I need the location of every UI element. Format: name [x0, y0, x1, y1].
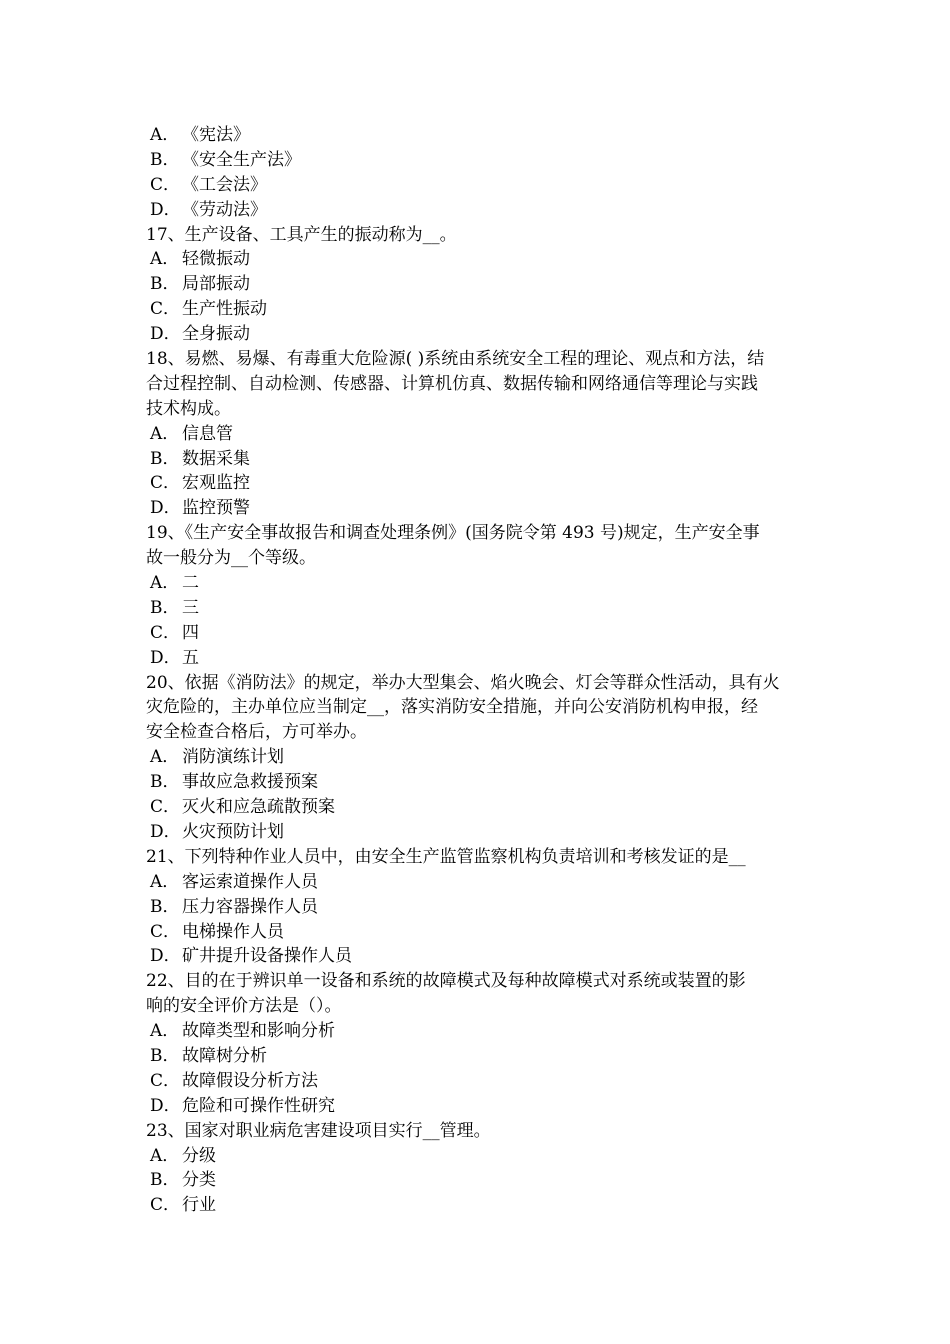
question-text: 21、下列特种作业人员中，由安全生产监管监察机构负责培训和考核发证的是__	[146, 846, 746, 867]
option-text: 故障假设分析方法	[182, 1070, 318, 1091]
answer-option	[146, 795, 810, 820]
answer-option	[146, 447, 810, 472]
option-text: 压力容器操作人员	[182, 896, 318, 917]
question-text-line	[146, 969, 810, 994]
option-letter: D．	[150, 324, 181, 345]
question-text-line	[146, 994, 810, 1019]
question-text: 故一般分为__个等级。	[146, 548, 316, 569]
answer-option	[146, 123, 810, 148]
answer-option	[146, 1193, 810, 1218]
option-text: 监控预警	[182, 498, 250, 519]
question-text: 22、目的在于辨识单一设备和系统的故障模式及每种故障模式对系统或装置的影	[146, 971, 746, 992]
option-letter: B．	[150, 772, 180, 793]
question-text-line	[146, 720, 810, 745]
option-letter: C．	[150, 622, 181, 643]
option-text: 客运索道操作人员	[182, 871, 318, 892]
option-text: 消防演练计划	[182, 747, 284, 768]
question-text: 合过程控制、自动检测、传感器、计算机仿真、数据传输和网络通信等理论与实践	[146, 373, 758, 394]
option-letter: A．	[150, 1145, 180, 1166]
option-text: 五	[182, 647, 199, 668]
option-letter: D．	[150, 946, 181, 967]
option-letter: B．	[150, 274, 180, 295]
option-text: 《宪法》	[182, 125, 250, 145]
question-text: 技术构成。	[146, 398, 231, 419]
question-text: 响的安全评价方法是（）。	[146, 996, 342, 1017]
option-text: 故障类型和影响分析	[182, 1021, 335, 1042]
option-text: 轻微振动	[182, 249, 250, 270]
option-letter: C．	[150, 1195, 181, 1216]
option-text: 二	[182, 573, 199, 594]
option-letter: C．	[150, 174, 181, 195]
question-text-line	[146, 845, 810, 870]
option-letter: C．	[150, 473, 181, 494]
option-text: 事故应急救援预案	[182, 772, 318, 793]
question-text: 20、依据《消防法》的规定，举办大型集会、焰火晚会、灯会等群众性活动，具有火	[146, 672, 780, 693]
option-text: 局部振动	[182, 274, 250, 295]
question-text: 18、易燃、易爆、有毒重大危险源( )系统由系统安全工程的理论、观点和方法，结	[146, 349, 765, 370]
answer-option	[146, 1144, 810, 1169]
option-letter: B．	[150, 149, 180, 170]
answer-option	[146, 1094, 810, 1119]
option-letter: A．	[150, 747, 180, 768]
option-text: 《劳动法》	[182, 199, 267, 220]
answer-option	[146, 944, 810, 969]
answer-option	[146, 895, 810, 920]
answer-option	[146, 1168, 810, 1193]
option-text: 危险和可操作性研究	[182, 1095, 335, 1116]
answer-option	[146, 571, 810, 596]
option-letter: D．	[150, 647, 181, 668]
answer-option	[146, 148, 810, 173]
answer-option	[146, 870, 810, 895]
question-text-line	[146, 347, 810, 372]
option-text: 生产性振动	[182, 299, 267, 320]
option-letter: B．	[150, 1045, 180, 1066]
option-text: 《工会法》	[182, 174, 267, 195]
option-text: 灭火和应急疏散预案	[182, 797, 335, 818]
answer-option	[146, 422, 810, 447]
option-letter: C．	[150, 921, 181, 942]
question-text: 灾危险的，主办单位应当制定__，落实消防安全措施，并向公安消防机构申报，经	[146, 697, 758, 718]
option-text: 故障树分析	[182, 1045, 267, 1066]
question-text: 23、国家对职业病危害建设项目实行__管理。	[146, 1120, 491, 1141]
option-letter: B．	[150, 448, 180, 469]
answer-option	[146, 1069, 810, 1094]
answer-option	[146, 471, 810, 496]
answer-option	[146, 920, 810, 945]
answer-option	[146, 596, 810, 621]
answer-option	[146, 745, 810, 770]
answer-option	[146, 198, 810, 223]
option-letter: D．	[150, 1095, 181, 1116]
option-letter: D．	[150, 199, 181, 220]
option-text: 分类	[182, 1170, 216, 1191]
answer-option	[146, 646, 810, 671]
option-letter: A．	[150, 573, 180, 594]
question-text: 19、《生产安全事故报告和调查处理条例》(国务院令第 493 号)规定，生产安全事	[146, 523, 760, 544]
option-letter: A．	[150, 1021, 180, 1042]
option-letter: B．	[150, 597, 180, 618]
option-text: 三	[182, 597, 199, 618]
question-text-line	[146, 223, 810, 248]
option-text: 矿井提升设备操作人员	[182, 946, 352, 967]
option-text: 火灾预防计划	[182, 821, 284, 842]
option-text: 全身振动	[182, 324, 250, 345]
option-letter: A．	[150, 249, 180, 270]
option-text: 行业	[182, 1195, 216, 1216]
answer-option	[146, 322, 810, 347]
question-text: 17、生产设备、工具产生的振动称为__。	[146, 224, 457, 245]
question-text: 安全检查合格后，方可举办。	[146, 722, 367, 743]
option-letter: D．	[150, 821, 181, 842]
option-letter: D．	[150, 498, 181, 519]
document-page	[146, 123, 810, 1218]
answer-option	[146, 247, 810, 272]
option-letter: B．	[150, 896, 180, 917]
option-letter: A．	[150, 871, 180, 892]
option-letter: B．	[150, 1170, 180, 1191]
option-text: 电梯操作人员	[182, 921, 284, 942]
answer-option	[146, 770, 810, 795]
option-text: 《安全生产法》	[182, 149, 301, 170]
answer-option	[146, 297, 810, 322]
answer-option	[146, 173, 810, 198]
option-text: 四	[182, 622, 199, 643]
option-text: 宏观监控	[182, 473, 250, 494]
option-text: 信息管	[182, 423, 233, 444]
option-letter: A．	[150, 125, 180, 145]
answer-option	[146, 820, 810, 845]
question-text-line	[146, 695, 810, 720]
question-text-line	[146, 671, 810, 696]
option-text: 数据采集	[182, 448, 250, 469]
answer-option	[146, 496, 810, 521]
answer-option	[146, 621, 810, 646]
option-text: 分级	[182, 1145, 216, 1166]
answer-option	[146, 272, 810, 297]
option-letter: A．	[150, 423, 180, 444]
option-letter: C．	[150, 797, 181, 818]
answer-option	[146, 1019, 810, 1044]
question-text-line	[146, 372, 810, 397]
question-text-line	[146, 1119, 810, 1144]
question-text-line	[146, 521, 810, 546]
question-text-line	[146, 546, 810, 571]
option-letter: C．	[150, 299, 181, 320]
answer-option	[146, 1044, 810, 1069]
question-text-line	[146, 397, 810, 422]
option-letter: C．	[150, 1070, 181, 1091]
